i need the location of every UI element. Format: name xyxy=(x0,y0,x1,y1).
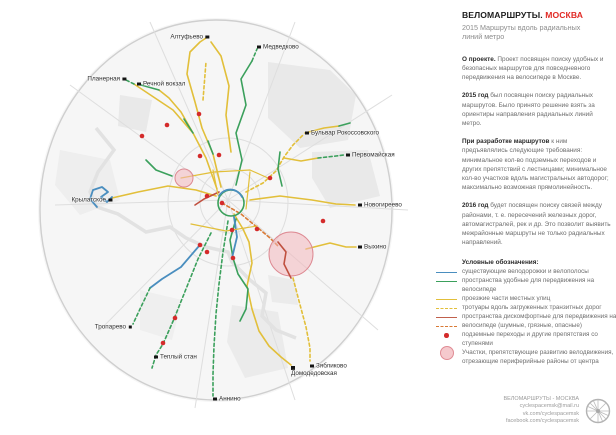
map-label-text: Алтуфьево xyxy=(170,33,203,41)
legend-swatch-line-red-icon xyxy=(436,313,457,322)
legend-row xyxy=(462,331,612,340)
station-square-icon xyxy=(129,325,133,329)
legend-row xyxy=(462,295,612,304)
legend-row xyxy=(462,349,612,358)
year-2016-paragraph xyxy=(462,201,612,247)
obstacle-dot-icon xyxy=(230,228,235,233)
footer xyxy=(452,396,612,425)
map-label-right xyxy=(358,202,402,209)
legend-swatch-none-icon xyxy=(436,286,457,295)
map-label-text: Планерная xyxy=(87,75,120,83)
footer-facebook-link: facebook.com/cyclespacemsk xyxy=(505,417,579,424)
obstacle-dot-icon xyxy=(197,112,202,117)
poster-title xyxy=(462,10,612,20)
paragraph-lead: 2015 год xyxy=(462,92,489,100)
obstacle-dot-icon xyxy=(140,134,145,139)
obstacle-dot-icon xyxy=(198,154,203,159)
legend-label: тротуары вдоль загруженных транзитных дорог xyxy=(462,304,602,312)
legend-label: проезжие части местных улиц xyxy=(462,295,551,303)
legend-label: отрезающие периферийные районы от центра xyxy=(462,357,599,365)
problem-area-circle xyxy=(269,232,313,276)
obstacle-dot-icon xyxy=(165,123,170,128)
legend-row xyxy=(462,286,612,295)
map-label-left xyxy=(170,34,209,41)
map-label-text: Крылатское xyxy=(71,196,106,204)
legend-row xyxy=(462,340,612,349)
map-label-text: Теплый стан xyxy=(160,353,197,361)
obstacle-dot-icon xyxy=(173,316,178,321)
legend-label: Участки, препятствующие развитию велодвижения, xyxy=(462,348,614,356)
obstacle-dot-icon xyxy=(217,153,222,158)
map-label-right xyxy=(346,152,395,159)
legend-swatch-circle-pink-icon xyxy=(436,349,457,358)
map-label-text: Зябликово xyxy=(316,362,347,370)
map-label-right xyxy=(305,130,379,137)
paragraph-text: к ним предъявлялись следующие требования: минимальное кол-во подземных переходов и других препятствий с лестницами; минимальное кол-во участков вдоль магистральных автодорог; максимально возможная прямолинейность. xyxy=(462,138,609,192)
footer-email: cyclespacemsk@mail.ru xyxy=(519,403,579,410)
contact-lines xyxy=(503,396,579,425)
legend-swatch-dot-red-icon xyxy=(436,331,457,340)
map-label-left xyxy=(95,324,132,331)
station-square-icon xyxy=(123,77,127,81)
paragraph-text: был посвящен поиску радиальных маршрутов. Было принято решение взять за ориентиры направления радиальных линий метро. xyxy=(462,92,595,128)
title-red: МОСКВА xyxy=(545,10,584,20)
paragraph-lead: При разработке маршрутов xyxy=(462,138,550,146)
legend-label: пространства удобные для передвижения на xyxy=(462,277,595,285)
obstacle-dot-icon xyxy=(205,194,210,199)
station-square-icon xyxy=(257,45,261,49)
map-label-text: Бульвар Рокоссовского xyxy=(311,129,380,137)
poster-subtitle: 2015 Маршруты вдоль радиальных линий метро xyxy=(462,23,581,42)
station-square-icon xyxy=(291,366,295,370)
requirements-paragraph xyxy=(462,137,612,192)
map-label-right xyxy=(213,396,241,403)
map-label-below xyxy=(291,366,337,377)
map-label-text: Тропарево xyxy=(94,323,126,331)
map-label-text: Медведково xyxy=(263,43,299,51)
paragraph-text: будет посвящен поиску связей между районами, т. е. пересечений железных дорог, автомагистралей, рек и др. Это позволит выявить межрайонные маршруты не только радиальных направлений. xyxy=(462,202,611,247)
bike-wheel-logo-icon xyxy=(584,397,612,425)
legend-swatch-line-yellow-icon xyxy=(436,295,457,304)
station-square-icon xyxy=(213,397,217,401)
map-label-right xyxy=(358,244,386,251)
map-label-text: Речной вокзал xyxy=(143,80,186,88)
map-label-text: Домодедовская xyxy=(291,370,337,377)
map-label-text: Выхино xyxy=(364,243,387,251)
station-square-icon xyxy=(206,35,210,39)
map-label-left xyxy=(71,197,112,204)
station-square-icon xyxy=(358,203,362,207)
obstacle-dot-icon xyxy=(161,341,166,346)
legend-title: Условные обозначения: xyxy=(462,259,539,267)
problem-area-circle xyxy=(175,169,193,187)
map-label-text: Первомайская xyxy=(352,151,395,159)
obstacle-dot-icon xyxy=(205,250,210,255)
station-square-icon xyxy=(109,198,113,202)
obstacle-dot-icon xyxy=(231,256,236,261)
legend-swatch-line-blue-icon xyxy=(436,268,457,277)
station-square-icon xyxy=(346,153,350,157)
paragraph-text: Проект посвящен поиску удобных и безопасных маршрутов для повседневного передвижения на велосипеде в Москве. xyxy=(462,55,604,82)
legend-label: существующие велодорожки и велополосы xyxy=(462,268,589,276)
station-square-icon xyxy=(137,82,141,86)
legend-label: велосипеде xyxy=(462,286,497,294)
obstacle-dot-icon xyxy=(220,201,225,206)
title-black: ВЕЛОМАРШРУТЫ. xyxy=(462,10,543,20)
obstacle-dot-icon xyxy=(198,243,203,248)
legend-row xyxy=(462,313,616,322)
station-square-icon xyxy=(154,355,158,359)
legend-label: велосипеде (шумные, грязные, опасные) xyxy=(462,321,582,329)
station-square-icon xyxy=(305,131,309,135)
map-label-right xyxy=(154,354,197,361)
legend-swatch-dash-orange-icon xyxy=(436,322,457,331)
legend xyxy=(462,268,616,366)
station-square-icon xyxy=(358,245,362,249)
airfield-patch xyxy=(118,95,152,132)
legend-label: пространства дискомфортные для передвижения на xyxy=(462,313,616,320)
legend-swatch-none-icon xyxy=(436,358,457,367)
legend-row xyxy=(462,304,612,313)
map-label-text: Аннино xyxy=(219,395,241,403)
info-panel xyxy=(462,10,616,366)
obstacle-dot-icon xyxy=(268,176,273,181)
obstacle-dot-icon xyxy=(321,219,326,224)
map-label-text: Новогиреево xyxy=(364,201,402,209)
paragraph-lead: 2016 год xyxy=(462,202,489,210)
legend-row xyxy=(462,358,612,367)
legend-label: подземные переходы и другие препятствия со xyxy=(462,330,598,338)
legend-row xyxy=(462,277,612,286)
legend-row xyxy=(462,322,612,331)
map-label-left xyxy=(87,76,126,83)
legend-swatch-line-green-icon xyxy=(436,277,457,286)
year-2015-paragraph xyxy=(462,91,612,128)
legend-swatch-dash-yellow-icon xyxy=(436,304,457,313)
paragraph-lead: О проекте. xyxy=(462,55,496,63)
map-label-right xyxy=(137,81,185,88)
legend-label: ступенями xyxy=(462,339,493,347)
about-paragraph xyxy=(462,55,612,83)
footer-vk-link: vk.com/cyclespacemsk xyxy=(522,410,579,417)
map-label-right xyxy=(257,44,299,51)
obstacle-dot-icon xyxy=(255,227,260,232)
footer-project-name: ВЕЛОМАРШРУТЫ - МОСКВА xyxy=(503,396,579,402)
